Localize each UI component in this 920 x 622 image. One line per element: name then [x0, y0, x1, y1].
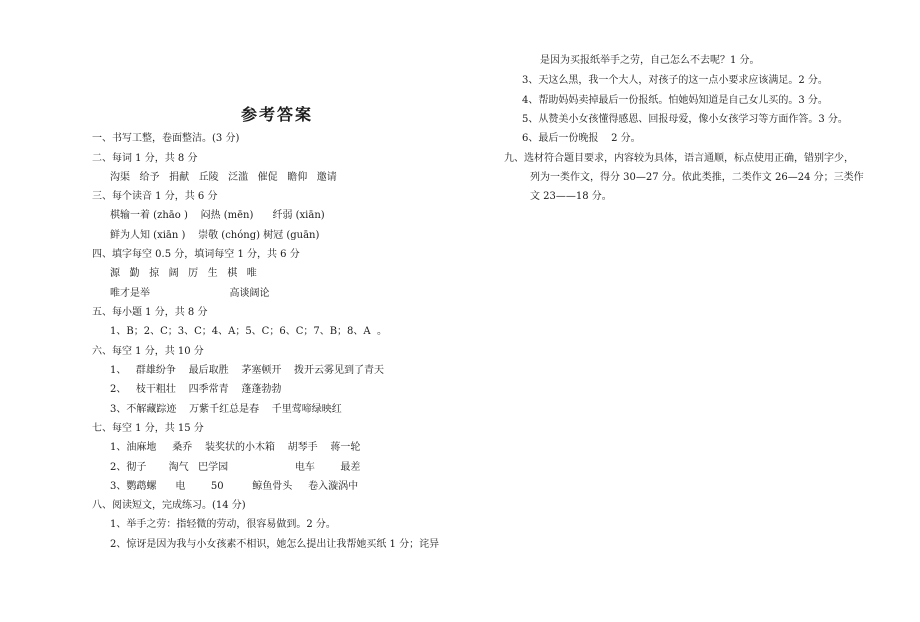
- answer-line: 沟渠 给予 捐献 丘陵 泛滥 催促 瞻仰 邀请: [110, 172, 337, 183]
- answer-line: 一、书写工整，卷面整洁。(3 分): [92, 133, 240, 144]
- answer-line: 三、每个读音 1 分，共 6 分: [92, 191, 218, 202]
- answer-line: 3、鹦鹉螺 电 50 鲸鱼骨头 卷入漩涡中: [110, 481, 359, 492]
- answer-line: 唯才是举 高谈阔论: [110, 288, 270, 299]
- answer-line: 1、油麻地 桑乔 装奖状的小木箱 胡琴手 蒋一轮: [110, 442, 361, 453]
- answer-line: 文 23——18 分。: [530, 191, 612, 202]
- answer-line: 2、惊讶是因为我与小女孩素不相识，她怎么提出让我帮她买纸 1 分；诧异: [110, 539, 440, 550]
- answer-line: 1、 群雄纷争 最后取胜 茅塞顿开 拨开云雾见到了青天: [110, 365, 385, 376]
- answer-line: 八、阅读短文，完成练习。(14 分): [92, 500, 246, 511]
- answer-line: 九、选材符合题目要求，内容较为具体，语言通顺，标点使用正确，错别字少，: [504, 153, 854, 164]
- answer-line: 1、B；2、C；3、C；4、A；5、C；6、C；7、B；8、A 。: [110, 326, 388, 337]
- answer-line: 列为一类作文，得分 30—27 分。依此类推，二类作文 26—24 分；三类作: [530, 172, 864, 183]
- answer-line: 5、从赞美小女孩懂得感恩、回报母爱，像小女孩学习等方面作答。3 分。: [522, 114, 848, 125]
- answer-line: 1、举手之劳：指轻微的劳动，很容易做到。2 分。: [110, 519, 336, 530]
- answer-line: 是因为买报纸举手之劳，自己怎么不去呢？1 分。: [540, 55, 760, 66]
- answer-line: 四、填字每空 0.5 分，填词每空 1 分，共 6 分: [92, 249, 300, 260]
- answer-line: 源 勤 掠 阔 厉 生 棋 唯: [110, 268, 257, 279]
- answer-line: 3、不解藏踪迹 万紫千红总是春 千里莺啼绿映红: [110, 404, 342, 415]
- answer-line: 棋输一着 (zhāo ) 闷热 (mēn) 纤弱 (xiān): [110, 210, 325, 221]
- answer-line: 3、天这么黑，我一个大人，对孩子的这一点小要求应该满足。2 分。: [522, 75, 828, 86]
- answer-line: 五、每小题 1 分，共 8 分: [92, 307, 208, 318]
- answer-line: 二、每词 1 分，共 8 分: [92, 153, 198, 164]
- answer-line: 六、每空 1 分，共 10 分: [92, 346, 204, 357]
- answer-line: 2、 枝干粗壮 四季常青 蓬蓬勃勃: [110, 384, 282, 395]
- page-title: 参考答案: [241, 105, 314, 124]
- answer-line: 2、彻子 淘气 巴学园 电车 最差: [110, 462, 361, 473]
- answer-line: 6、最后一份晚报 2 分。: [522, 133, 641, 144]
- answer-line: 鲜为人知 (xiān ) 崇敬 (chóng) 树冠 (guān): [110, 230, 320, 241]
- answer-line: 七、每空 1 分，共 15 分: [92, 423, 204, 434]
- answer-line: 4、帮助妈妈卖掉最后一份报纸。怕她妈知道是自己女儿买的。3 分。: [522, 95, 828, 106]
